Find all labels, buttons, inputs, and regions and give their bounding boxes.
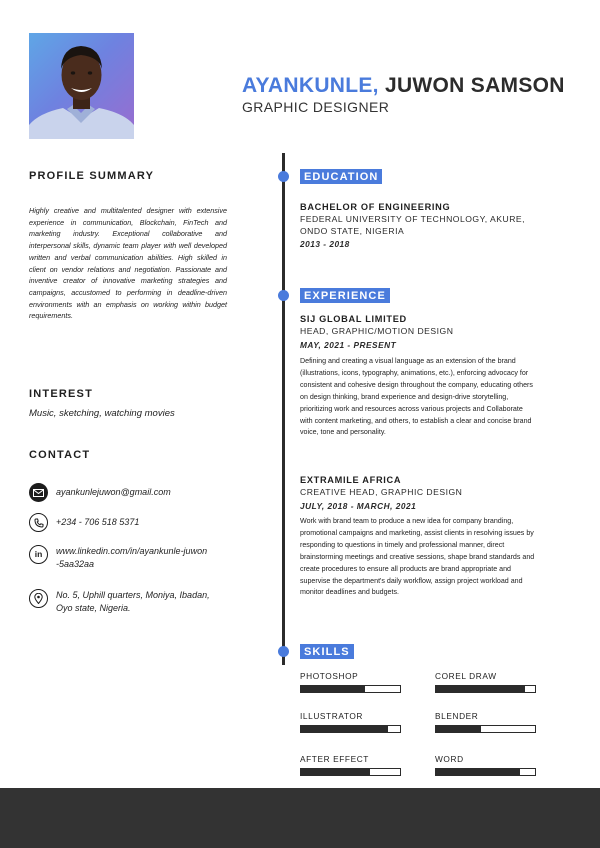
skill-label: BLENDER [435,711,479,721]
experience-dot [278,290,289,301]
linkedin-url-line1: www.linkedin.com/in/ayankunle-juwon [56,546,208,556]
job-title: GRAPHIC DESIGNER [242,99,390,115]
contact-heading: CONTACT [29,449,91,461]
profile-photo [29,33,134,139]
contact-email[interactable] [29,483,171,502]
interest-text: Music, sketching, watching movies [29,408,175,419]
first-name: AYANKUNLE, [242,74,379,97]
email-icon [29,483,48,502]
phone-icon [29,513,48,532]
skill-label: PHOTOSHOP [300,671,359,681]
last-name: JUWON SAMSON [384,74,565,97]
contact-phone[interactable] [29,513,139,532]
profile-summary-heading: PROFILE SUMMARY [29,170,155,182]
skill-fill [436,769,520,775]
address-line1: No. 5, Uphill quarters, Moniya, Ibadan, [56,590,210,600]
skill-label: AFTER EFFECT [300,754,369,764]
skill-label: WORD [435,754,464,764]
location-pin-icon [29,589,48,608]
education-heading: EDUCATION [300,169,382,184]
job-1-role: HEAD, GRAPHIC/MOTION DESIGN [300,326,454,336]
linkedin-url-line2: -5aa32aa [56,558,95,569]
skills-heading: SKILLS [300,644,354,659]
skill-bar-photoshop [300,685,401,693]
experience-heading: EXPERIENCE [300,288,390,303]
phone-text[interactable]: +234 - 706 518 5371 [56,517,140,527]
timeline-line [282,153,285,665]
job-1-description: Defining and creating a visual language as an extension of the brand (illustrations, icons, typography, animations, etc.), enforcing advocacy for consistent and cohesive design throughout the company, educating others on design thinking, brand experience and design-drive storytelling, prioritizing work and resources across various projects and Collaborate with content marketing, and others, to establish a clear and concise brand voice, tone and personality. [300,357,533,437]
skill-fill [301,686,365,692]
address-text [56,589,210,614]
contact-address [29,589,210,614]
job-1-dates: MAY, 2021 - PRESENT [300,340,397,350]
interest-heading: INTEREST [29,388,93,400]
education-degree: BACHELOR OF ENGINEERING [300,202,451,212]
job-2-dates: JULY, 2018 - MARCH, 2021 [300,501,417,511]
email-text[interactable]: ayankunlejuwon@gmail.com [56,487,171,497]
education-school-line1: FEDERAL UNIVERSITY OF TECHNOLOGY, AKURE, [300,214,526,224]
skill-fill [436,726,481,732]
skill-bar-corel-draw [435,685,536,693]
job-1-company: SIJ GLOBAL LIMITED [300,314,407,324]
skill-bar-word [435,768,536,776]
job-2-company: EXTRAMILE AFRICA [300,475,402,485]
skill-label: ILLUSTRATOR [300,711,364,721]
skill-fill [301,726,388,732]
education-dot [278,171,289,182]
education-school-line2: ONDO STATE, NIGERIA [300,225,405,236]
job-2-role: CREATIVE HEAD, GRAPHIC DESIGN [300,487,463,497]
linkedin-text[interactable] [56,545,207,570]
portrait-illustration [29,33,134,139]
job-2-description: Work with brand team to produce a new idea for company branding, promotional campaigns and marketing, assist clients in resolving issues by responding to questions in timely and professional manner, direct brainstorming meetings and creative sessions, shape brand standards and create procedures to ensure all products are brand appropriate and supervise the department's daily workflow, assign project workload and monitor deadlines and budgets. [300,517,535,597]
education-school [300,214,525,237]
skill-bar-illustrator [300,725,401,733]
skill-fill [436,686,525,692]
skill-fill [301,769,370,775]
skill-bar-blender [435,725,536,733]
linkedin-icon: in [29,545,48,564]
skills-dot [278,646,289,657]
skill-label: COREL DRAW [435,671,497,681]
footer-band [0,788,600,848]
skill-bar-after-effect [300,768,401,776]
contact-linkedin[interactable] [29,545,207,570]
education-dates: 2013 - 2018 [300,239,350,249]
profile-summary-text: Highly creative and multitalented designer with extensive experience in communication, Blockchain, FinTech and marketing industry. Exceptional collaborative and interpersonal skills, dynamic team player with well developed written and verbal communication abilities. High skilled in client on vendor relations and negotiation. Passionate and inventive creator of innovative marketing strategies and campaigns, accustomed to performing in deadline-driven environments with an emphasis on working within budget requirements. [29,206,227,321]
candidate-name [242,74,565,98]
address-line2: Oyo state, Nigeria. [56,602,131,613]
